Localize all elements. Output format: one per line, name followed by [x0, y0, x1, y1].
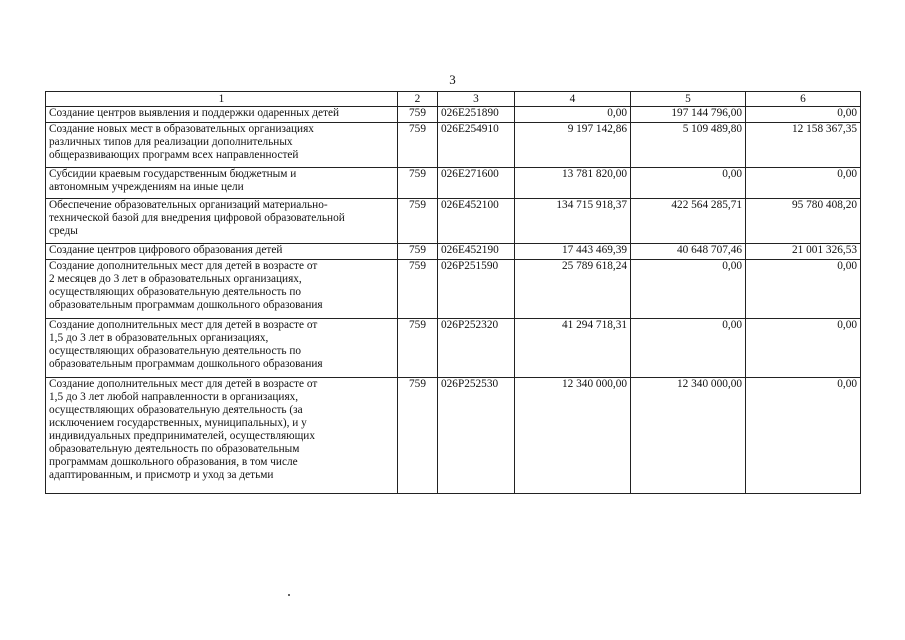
row-name: Обеспечение образовательных организаций материально- технической базой для внедрения цифровой образовательной среды [46, 199, 398, 244]
row-value-6: 0,00 [746, 260, 861, 319]
row-name: Создание дополнительных мест для детей в возрасте от 1,5 до 3 лет в образовательных организациях, осуществляющих образовательную деятельность по образовательным программам дошкольного образования [46, 319, 398, 378]
row-name: Создание дополнительных мест для детей в возрасте от 1,5 до 3 лет любой направленности в организациях, осуществляющих образовательную деятельность (за исключением государственных, муниципальных), и у индивидуальных предпринимателей, осуществляющих образовательную деятельность по образовательным программам дошкольного образования, в том числе адаптированным, и присмотр и уход за детьми [46, 378, 398, 494]
row-value-5: 0,00 [631, 168, 746, 199]
header-col-3: 3 [438, 92, 515, 107]
row-value-6: 0,00 [746, 168, 861, 199]
row-kbk: 026P252320 [438, 319, 515, 378]
row-kbk: 026E254910 [438, 123, 515, 168]
header-col-2: 2 [398, 92, 438, 107]
row-code: 759 [398, 260, 438, 319]
table-row [46, 244, 861, 260]
row-code: 759 [398, 168, 438, 199]
row-name: Субсидии краевым государственным бюджетным и автономным учреждениям на иные цели [46, 168, 398, 199]
row-name: Создание новых мест в образовательных организациях различных типов для реализации дополнительных общеразвивающих программ всех направленностей [46, 123, 398, 168]
table-row [46, 199, 861, 244]
table-header-row [46, 92, 861, 107]
table-row [46, 123, 861, 168]
row-name: Создание центров выявления и поддержки одаренных детей [46, 107, 398, 123]
row-name: Создание дополнительных мест для детей в возрасте от 2 месяцев до 3 лет в образовательных организациях, осуществляющих образовательную деятельность по образовательным программам дошкольного образования [46, 260, 398, 319]
header-col-5: 5 [631, 92, 746, 107]
row-value-5: 422 564 285,71 [631, 199, 746, 244]
row-kbk: 026E251890 [438, 107, 515, 123]
row-code: 759 [398, 107, 438, 123]
row-code: 759 [398, 319, 438, 378]
row-value-6: 0,00 [746, 378, 861, 494]
row-code: 759 [398, 378, 438, 494]
row-value-6: 21 001 326,53 [746, 244, 861, 260]
row-kbk: 026E452100 [438, 199, 515, 244]
row-value-6: 0,00 [746, 107, 861, 123]
row-kbk: 026P251590 [438, 260, 515, 319]
row-value-5: 40 648 707,46 [631, 244, 746, 260]
table-row [46, 168, 861, 199]
budget-table [45, 91, 861, 494]
row-name: Создание центров цифрового образования детей [46, 244, 398, 260]
row-value-4: 13 781 820,00 [515, 168, 631, 199]
row-value-4: 9 197 142,86 [515, 123, 631, 168]
stray-dot-mark [288, 594, 290, 596]
row-value-4: 134 715 918,37 [515, 199, 631, 244]
row-value-6: 0,00 [746, 319, 861, 378]
header-col-4: 4 [515, 92, 631, 107]
row-code: 759 [398, 244, 438, 260]
row-value-4: 0,00 [515, 107, 631, 123]
row-value-4: 17 443 469,39 [515, 244, 631, 260]
row-code: 759 [398, 199, 438, 244]
table-row [46, 378, 861, 494]
header-col-1: 1 [46, 92, 398, 107]
row-code: 759 [398, 123, 438, 168]
table-row [46, 107, 861, 123]
table-row [46, 319, 861, 378]
row-kbk: 026E271600 [438, 168, 515, 199]
row-value-5: 0,00 [631, 260, 746, 319]
header-col-6: 6 [746, 92, 861, 107]
row-kbk: 026E452190 [438, 244, 515, 260]
table-row [46, 260, 861, 319]
row-value-4: 12 340 000,00 [515, 378, 631, 494]
row-value-5: 0,00 [631, 319, 746, 378]
row-value-5: 197 144 796,00 [631, 107, 746, 123]
row-value-5: 12 340 000,00 [631, 378, 746, 494]
page-number: 3 [449, 72, 456, 87]
row-value-4: 25 789 618,24 [515, 260, 631, 319]
row-value-5: 5 109 489,80 [631, 123, 746, 168]
row-kbk: 026P252530 [438, 378, 515, 494]
row-value-4: 41 294 718,31 [515, 319, 631, 378]
row-value-6: 95 780 408,20 [746, 199, 861, 244]
row-value-6: 12 158 367,35 [746, 123, 861, 168]
